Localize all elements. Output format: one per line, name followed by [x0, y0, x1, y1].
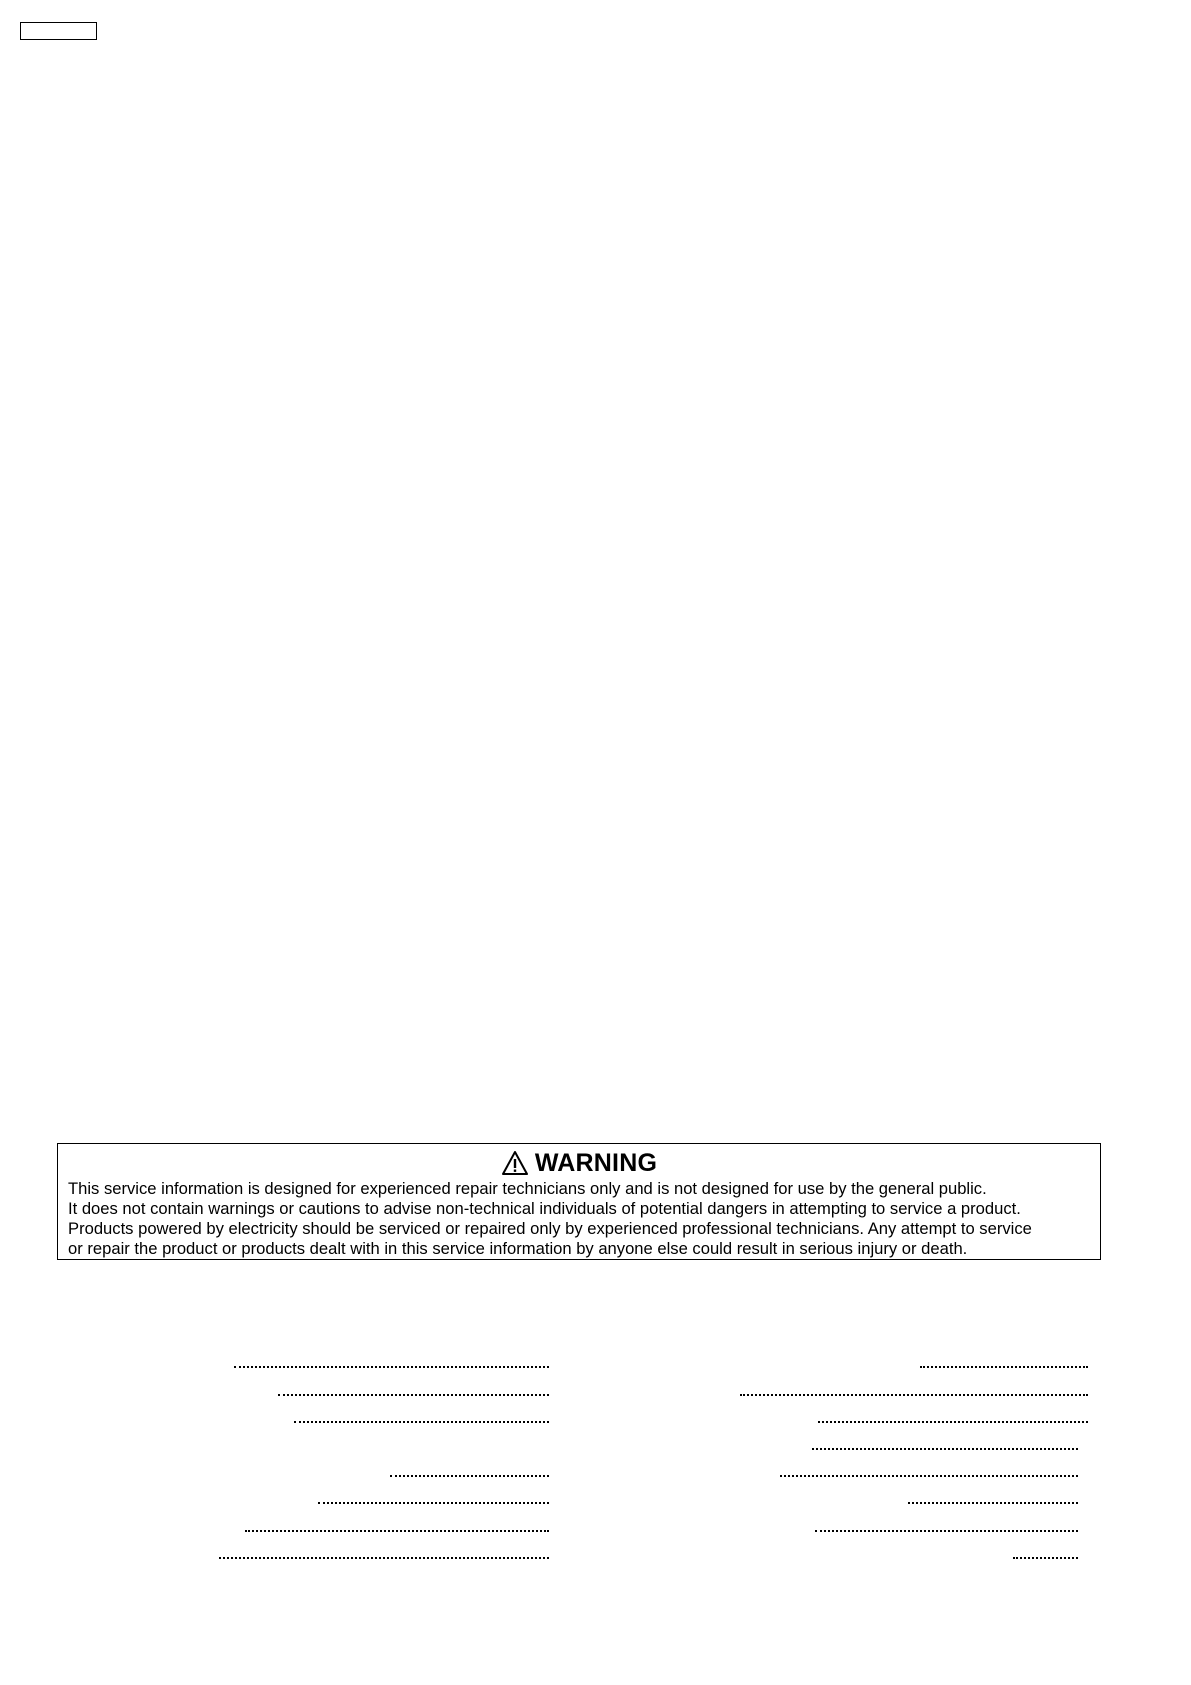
toc-leader-right: [908, 1502, 1078, 1504]
toc-leader-right: [740, 1394, 1088, 1396]
corner-label-box: [20, 22, 97, 40]
warning-box: [57, 1143, 1101, 1260]
toc-leader-left: [318, 1502, 549, 1504]
toc-leader-left: [234, 1366, 549, 1368]
toc-leader-right: [780, 1475, 1078, 1477]
toc-leader-right: [1013, 1557, 1078, 1559]
warning-text-line: or repair the product or products dealt with in this service information by anyone else could result in serious injury or death.: [68, 1239, 968, 1258]
toc-leader-right: [815, 1530, 1078, 1532]
warning-title: WARNING: [534, 1148, 658, 1177]
warning-heading: [68, 1148, 1090, 1178]
warning-text-line: This service information is designed for experienced repair technicians only and is not designed for use by the general public.: [68, 1179, 987, 1198]
toc-leader-right: [818, 1421, 1088, 1423]
warning-text-line: It does not contain warnings or cautions to advise non-technical individuals of potential dangers in attempting to service a product.: [68, 1199, 1021, 1218]
toc-leader-right: [920, 1366, 1088, 1368]
warning-text-line: Products powered by electricity should be serviced or repaired only by experienced professional technicians. Any attempt to service: [68, 1219, 1032, 1238]
toc-leader-right: [812, 1448, 1078, 1450]
toc-leader-left: [219, 1557, 549, 1559]
toc-leader-left: [278, 1394, 549, 1396]
warning-triangle-icon: [501, 1150, 529, 1176]
toc-leader-left: [390, 1475, 549, 1477]
toc-leader-left: [294, 1421, 549, 1423]
toc-leader-left: [245, 1530, 549, 1532]
